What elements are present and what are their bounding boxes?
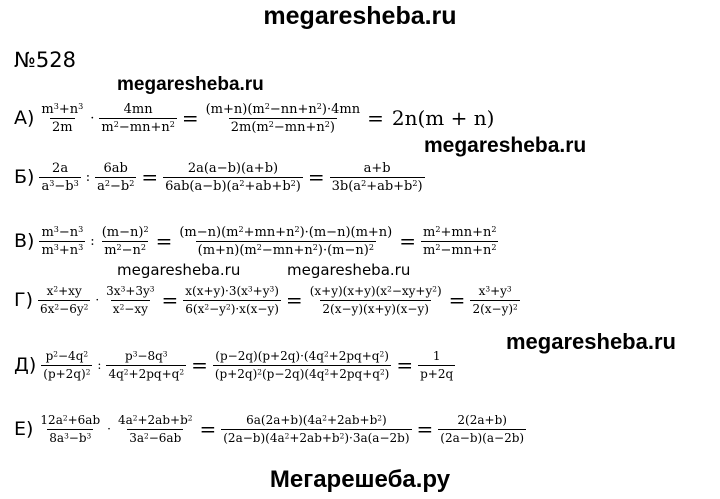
numerator: $x(x+y)\cdot 3(x^3+y^3)$ [185, 283, 279, 298]
denominator: $(p+2q)^2(p-2q)(4q^2+2pq+q^2)$ [214, 366, 390, 381]
operator: = [416, 417, 434, 441]
numerator: $(x+y)(x+y)(x^2-xy+y^2)$ [309, 283, 442, 298]
fraction [330, 161, 425, 194]
equation-row-b [14, 153, 426, 201]
denominator: $4q^2+2pq+q^2$ [108, 366, 185, 381]
fraction [104, 284, 156, 317]
watermark-top: megaresheba.ru [263, 2, 457, 30]
denominator: (2a−b)(a−2b) [440, 430, 525, 445]
operator: = [448, 288, 466, 312]
denominator: $6x^2-6y^2$ [40, 301, 89, 316]
numerator: $(m-n)(m^2+mn+n^2)\cdot(m-n)(m+n)$ [179, 224, 393, 240]
denominator: $m^2-mn+n^2$ [423, 242, 497, 258]
numerator: 6ab [103, 160, 128, 176]
operator: : [97, 358, 102, 372]
operator: : [90, 233, 95, 249]
operator: = [307, 165, 325, 189]
numerator: $x^3+y^3$ [478, 283, 512, 298]
problem-number: №528 [14, 48, 76, 72]
fraction [438, 413, 526, 446]
watermark-inline: megaresheba.ru [117, 74, 264, 95]
numerator: $3x^3+3y^3$ [106, 283, 155, 298]
operator: · [107, 422, 111, 436]
numerator: $(m+n)(m^2-nn+n^2)\cdot 4mn$ [205, 101, 361, 117]
fraction [39, 225, 85, 258]
denominator: $3a^2-6ab$ [129, 430, 182, 445]
denominator: $6ab(a-b)(a^2+ab+b^2)$ [165, 178, 301, 194]
fraction [183, 284, 281, 317]
numerator: $(p-2q)(p+2q)\cdot(4q^2+2pq+q^2)$ [215, 348, 389, 363]
watermark-inline: megaresheba.ru [117, 261, 241, 279]
fraction [100, 225, 151, 258]
numerator: $6a(2a+b)(4a^2+2ab+b^2)$ [246, 412, 387, 427]
denominator: $x^2-xy$ [112, 301, 148, 316]
numerator: 2a(a−b)(a+b) [187, 160, 279, 176]
denominator: $m^2-mn+n^2$ [101, 119, 175, 135]
denominator: $m^2-n^2$ [104, 242, 147, 258]
denominator: 2m [52, 119, 73, 135]
row-label: Д) [14, 354, 37, 376]
numerator: 4mn [123, 101, 153, 117]
operator: = [367, 106, 384, 130]
operator: · [95, 293, 100, 307]
denominator: $8a^3-b^3$ [49, 430, 92, 445]
fraction [204, 102, 362, 135]
fraction [470, 284, 519, 317]
denominator: p+2q [420, 366, 454, 381]
fraction [213, 349, 392, 382]
watermark-inline: megaresheba.ru [506, 329, 676, 354]
numerator: $m^3+n^3$ [41, 101, 84, 117]
fraction [177, 225, 394, 258]
fraction [116, 413, 195, 446]
numerator: a+b [363, 160, 391, 176]
denominator: $m^3+n^3$ [41, 242, 84, 258]
numerator: $m^3-n^3$ [41, 224, 84, 240]
fraction [38, 413, 102, 446]
watermark-bottom: Мегарешеба.ру [269, 466, 451, 493]
numerator: $4a^2+2ab+b^2$ [117, 412, 193, 427]
fraction [95, 161, 136, 194]
operator: = [141, 165, 159, 189]
row-label: В) [14, 230, 35, 252]
row-label: Е) [14, 418, 34, 440]
denominator: $2(x-y)^2$ [472, 301, 518, 316]
row-label: Б) [14, 166, 35, 188]
numerator: $m^2+mn+n^2$ [423, 224, 497, 240]
row-label: Г) [14, 289, 33, 311]
fraction [308, 284, 444, 317]
fraction [41, 349, 92, 382]
fraction [418, 349, 455, 382]
row-label: А) [14, 107, 35, 129]
numerator: 2(2a+b) [457, 412, 507, 427]
operator: : [85, 169, 91, 185]
numerator: $(m-n)^2$ [101, 224, 149, 240]
operator: = [399, 229, 417, 253]
numerator: $x^2+xy$ [46, 283, 82, 298]
equation-row-e [14, 405, 527, 453]
operator: = [155, 229, 173, 253]
numerator: $12a^2+6ab$ [40, 412, 101, 427]
fraction [221, 413, 411, 446]
numerator: 1 [432, 348, 441, 363]
numerator: 2a [52, 160, 69, 176]
fraction [106, 349, 186, 382]
fraction [39, 102, 85, 135]
operator: = [285, 288, 303, 312]
denominator: $(2a-b)(4a^2+2ab+b^2)\cdot 3a(a-2b)$ [223, 430, 410, 445]
denominator: $(m+n)(m^2-mn+n^2)\cdot(m-n)^2$ [197, 242, 374, 258]
numerator: $p^3-8q^3$ [125, 348, 168, 363]
denominator: $2m(m^2-mn+n^2)$ [230, 119, 335, 135]
watermark-inline: megaresheba.ru [424, 134, 587, 157]
numerator: $p^2-4q^2$ [45, 348, 89, 363]
equation-row-a [14, 94, 498, 142]
denominator: $6(x^2-y^2)\cdot x(x-y)$ [185, 301, 279, 316]
equation-row-g [14, 276, 521, 324]
operator: = [181, 106, 199, 130]
denominator: $3b(a^2+ab+b^2)$ [331, 178, 423, 194]
result-expression: 2n(m + n) [391, 106, 495, 130]
fraction [38, 284, 90, 317]
denominator: $(p+2q)^2$ [43, 366, 91, 381]
operator: = [396, 353, 414, 377]
fraction [39, 161, 80, 194]
equation-row-v [14, 217, 499, 265]
denominator: 2(x−y)(x+y)(x−y) [322, 301, 429, 316]
fraction [99, 102, 176, 135]
operator: · [90, 110, 95, 126]
fraction [421, 225, 498, 258]
denominator: $a^2-b^2$ [97, 178, 135, 194]
operator: = [191, 353, 208, 377]
operator: = [161, 288, 179, 312]
denominator: $a^3-b^3$ [41, 178, 79, 194]
watermark-inline: megaresheba.ru [287, 261, 411, 279]
equation-row-d [14, 341, 456, 389]
operator: = [199, 417, 217, 441]
fraction [163, 161, 303, 194]
